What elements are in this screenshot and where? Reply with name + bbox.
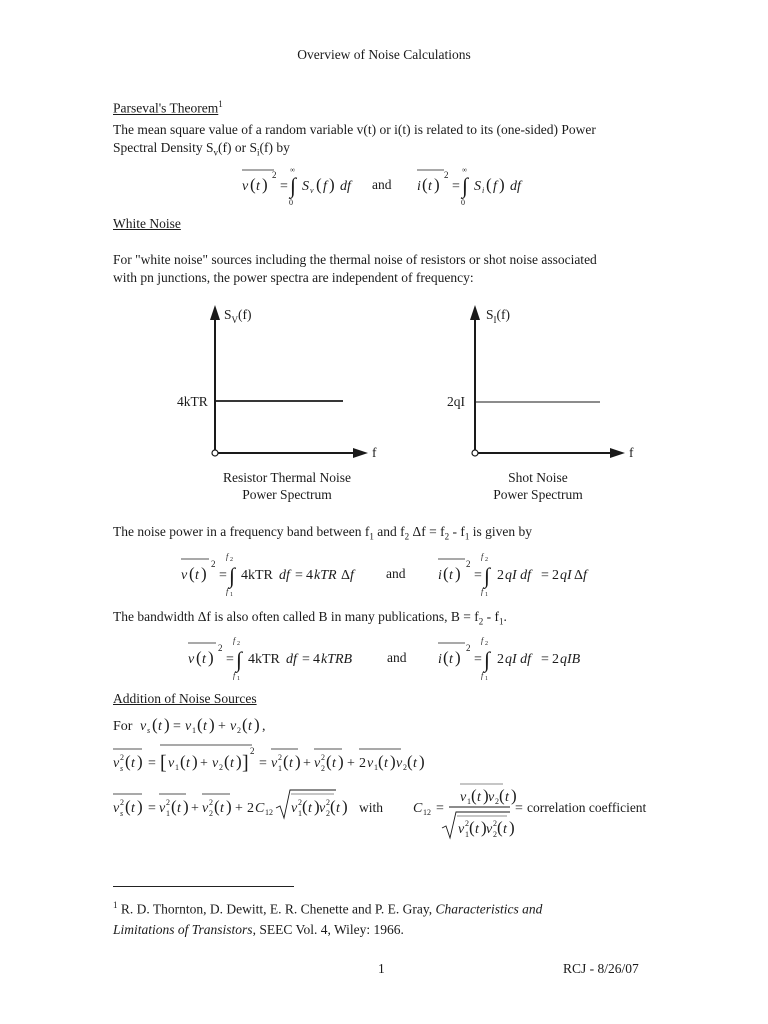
- svg-text:2: 2: [552, 652, 559, 667]
- svg-text:2: 2: [211, 559, 216, 569]
- svg-text:): ): [164, 715, 170, 734]
- svg-text:qI df: qI df: [505, 652, 532, 667]
- svg-text:2: 2: [497, 652, 504, 667]
- svg-text:t: t: [503, 822, 507, 837]
- svg-text:t: t: [336, 801, 340, 816]
- correlation-label: correlation coefficient: [527, 800, 647, 815]
- sub-i: i: [257, 147, 260, 158]
- svg-text:f: f: [226, 552, 229, 561]
- svg-text:f: f: [481, 636, 484, 645]
- svg-text:=: =: [541, 568, 549, 583]
- svg-text:2: 2: [485, 557, 488, 563]
- svg-text:2: 2: [326, 809, 330, 818]
- svg-text:t: t: [220, 801, 224, 816]
- svg-text:v: v: [488, 790, 495, 805]
- svg-text:): ): [338, 752, 344, 771]
- svg-text:2: 2: [218, 643, 223, 653]
- svg-text:1: 1: [465, 830, 469, 839]
- svg-text:v: v: [181, 568, 188, 583]
- svg-text:): ): [314, 797, 320, 816]
- svg-text:2: 2: [230, 557, 233, 563]
- svg-text:For: For: [113, 719, 133, 734]
- svg-text:+: +: [347, 756, 355, 771]
- right-origin: [472, 450, 478, 456]
- svg-text:=: =: [226, 652, 234, 667]
- svg-text:1: 1: [467, 797, 471, 806]
- svg-text:s: s: [120, 764, 124, 773]
- svg-text:=: =: [302, 652, 310, 667]
- svg-text:]: ]: [242, 752, 249, 774]
- right-xlabel: f: [629, 445, 634, 460]
- svg-text:t: t: [131, 756, 135, 771]
- svg-text:+: +: [191, 801, 199, 816]
- svg-text:t: t: [230, 756, 234, 771]
- parseval-heading: [113, 95, 223, 118]
- svg-text:=: =: [259, 756, 267, 771]
- svg-text:(: (: [283, 752, 289, 771]
- svg-text:0: 0: [461, 198, 465, 207]
- svg-text:v: v: [159, 801, 166, 816]
- left-ylabel: $S_V(f)$: [224, 307, 252, 325]
- svg-text:v: v: [113, 801, 120, 816]
- svg-text:): ): [295, 752, 301, 771]
- svg-text:f: f: [233, 671, 236, 680]
- svg-text:∞: ∞: [462, 166, 467, 174]
- svg-text:2: 2: [552, 568, 559, 583]
- svg-text:2: 2: [495, 797, 499, 806]
- left-y-arrow: [210, 305, 220, 320]
- svg-text:(: (: [196, 648, 202, 667]
- svg-text:1: 1: [166, 809, 170, 818]
- svg-text:(: (: [214, 797, 220, 816]
- svg-text:C: C: [255, 801, 265, 816]
- svg-text:df: df: [286, 652, 297, 667]
- svg-text:v: v: [140, 719, 147, 734]
- svg-text:): ): [509, 818, 515, 837]
- svg-text:v: v: [396, 756, 403, 771]
- svg-text:∫: ∫: [290, 173, 297, 198]
- svg-text:(: (: [125, 752, 131, 771]
- svg-text:+: +: [235, 801, 243, 816]
- svg-text:+: +: [200, 756, 208, 771]
- svg-text:(: (: [224, 752, 230, 771]
- svg-text:t: t: [413, 756, 417, 771]
- footnote-title-part1: Characteristics and: [435, 901, 543, 917]
- svg-text:2: 2: [493, 819, 497, 828]
- svg-text:2: 2: [497, 568, 504, 583]
- svg-text:): ): [329, 175, 335, 194]
- svg-text:qI df: qI df: [505, 568, 532, 583]
- svg-text:qIB: qIB: [560, 652, 581, 667]
- svg-text:t: t: [186, 756, 190, 771]
- band-and-1: and: [386, 566, 406, 581]
- svg-text:=: =: [452, 179, 460, 194]
- with-label: with: [359, 800, 384, 815]
- parseval-line2: [113, 139, 290, 162]
- svg-text:): ): [137, 797, 143, 816]
- svg-text:): ): [342, 797, 348, 816]
- svg-text:(: (: [242, 715, 248, 734]
- svg-text:(: (: [443, 648, 449, 667]
- svg-text:∫: ∫: [229, 563, 236, 588]
- svg-text:12: 12: [265, 808, 273, 817]
- svg-text:+: +: [303, 756, 311, 771]
- svg-text:qI: qI: [560, 568, 572, 583]
- svg-text:): ): [499, 175, 505, 194]
- svg-text:v: v: [291, 801, 298, 816]
- parseval-heading-text: Parseval's Theorem: [113, 100, 219, 116]
- svg-text:f: f: [350, 568, 354, 583]
- svg-text:2: 2: [209, 798, 213, 807]
- svg-text:v: v: [185, 719, 192, 734]
- svg-text:): ): [183, 797, 189, 816]
- svg-text:2: 2: [250, 746, 255, 756]
- svg-text:t: t: [449, 652, 453, 667]
- svg-text:v: v: [113, 756, 120, 771]
- svg-text:1: 1: [237, 676, 240, 682]
- footnote-authors: R. D. Thornton, D. Dewitt, E. R. Chenette and P. E. Gray,: [117, 901, 436, 917]
- svg-text:2: 2: [278, 753, 282, 762]
- svg-text:kTR: kTR: [314, 568, 337, 583]
- svg-text:(: (: [486, 175, 492, 194]
- svg-text:i: i: [482, 186, 485, 195]
- parseval-line2-a: Spectral Density S: [113, 140, 214, 155]
- svg-text:=: =: [280, 179, 288, 194]
- svg-text:(: (: [326, 752, 332, 771]
- svg-text:(: (: [250, 175, 256, 194]
- svg-text:t: t: [308, 801, 312, 816]
- svg-text:2: 2: [219, 763, 223, 772]
- svg-text:∫: ∫: [484, 647, 491, 672]
- svg-text:0: 0: [289, 198, 293, 207]
- left-level-label: 4kTR: [177, 394, 208, 409]
- svg-text:): ): [201, 564, 207, 583]
- white-noise-line1: For "white noise" sources including the thermal noise of resistors or shot noise associated: [113, 252, 597, 267]
- svg-text:df: df: [340, 179, 351, 194]
- footnote-rest: , SEEC Vol. 4, Wiley: 1966.: [252, 921, 404, 937]
- right-y-arrow: [470, 305, 480, 320]
- svg-text:t: t: [177, 801, 181, 816]
- band-equations-2: [182, 632, 602, 684]
- band-equations-1: [175, 548, 595, 600]
- svg-text:v: v: [486, 822, 493, 837]
- parseval-line2-c: (f) by: [259, 140, 290, 155]
- svg-text:2: 2: [321, 753, 325, 762]
- svg-text:=: =: [515, 801, 523, 816]
- svg-text:t: t: [428, 179, 432, 194]
- svg-text:v: v: [319, 801, 326, 816]
- footnote-title-part2: Limitations of Transistors: [113, 921, 253, 937]
- left-x-arrow: [353, 448, 368, 458]
- right-caption-1: Shot Noise: [508, 470, 568, 485]
- svg-text:4: 4: [313, 652, 320, 667]
- svg-text:s: s: [120, 809, 124, 818]
- svg-text:∫: ∫: [236, 647, 243, 672]
- svg-text:t: t: [475, 822, 479, 837]
- svg-text:2: 2: [403, 763, 407, 772]
- svg-text:2: 2: [444, 170, 449, 180]
- svg-text:t: t: [203, 719, 207, 734]
- svg-text:t: t: [131, 801, 135, 816]
- svg-text:=: =: [474, 568, 482, 583]
- svg-text:(: (: [378, 752, 384, 771]
- svg-text:(: (: [443, 564, 449, 583]
- footnote-rule: [113, 886, 294, 887]
- svg-text:f: f: [481, 671, 484, 680]
- eq-and-1: and: [372, 177, 392, 192]
- svg-text:t: t: [195, 568, 199, 583]
- svg-text:t: t: [158, 719, 162, 734]
- svg-text:(: (: [171, 797, 177, 816]
- parseval-line1: The mean square value of a random variable v(t) or i(t) is related to its (one-sided) Power: [113, 122, 596, 137]
- svg-text:2: 2: [326, 798, 330, 807]
- page-title: Overview of Noise Calculations: [297, 47, 471, 62]
- svg-text:(: (: [152, 715, 158, 734]
- svg-text:2: 2: [209, 809, 213, 818]
- svg-text:v: v: [458, 822, 465, 837]
- footnote-ref: 1: [218, 99, 223, 109]
- right-ylabel: $S_I(f)$: [486, 307, 511, 325]
- svg-text:∫: ∫: [462, 173, 469, 198]
- svg-text:t: t: [248, 719, 252, 734]
- svg-text:[: [: [160, 752, 167, 774]
- svg-text:v: v: [314, 756, 321, 771]
- svg-text:i: i: [417, 179, 421, 194]
- bandwidth-text: The bandwidth Δf is also often called B in many publications, $B = f_2 - f_1$.: [113, 609, 507, 627]
- svg-text:v: v: [271, 756, 278, 771]
- svg-text:): ): [137, 752, 143, 771]
- svg-text:v: v: [212, 756, 219, 771]
- svg-text:=: =: [219, 568, 227, 583]
- resistor-noise-graph: [160, 300, 400, 505]
- svg-text:,: ,: [262, 719, 266, 734]
- svg-text:4kTR: 4kTR: [248, 652, 280, 667]
- page-number: 1: [378, 961, 385, 976]
- svg-text:): ): [434, 175, 440, 194]
- svg-text:): ): [208, 648, 214, 667]
- svg-text:(: (: [422, 175, 428, 194]
- svg-text:1: 1: [230, 592, 233, 598]
- svg-text:2: 2: [493, 830, 497, 839]
- left-caption-1: Resistor Thermal Noise: [223, 470, 351, 485]
- svg-text:): ): [262, 175, 268, 194]
- svg-text:∫: ∫: [484, 563, 491, 588]
- right-caption-2: Power Spectrum: [493, 487, 583, 502]
- svg-text:C: C: [413, 801, 423, 816]
- svg-text:4: 4: [306, 568, 313, 583]
- footnote-number: 1: [113, 900, 118, 910]
- svg-text:t: t: [477, 790, 481, 805]
- svg-text:=: =: [474, 652, 482, 667]
- svg-text:+: +: [218, 719, 226, 734]
- svg-text:(: (: [330, 797, 336, 816]
- svg-text:(: (: [189, 564, 195, 583]
- svg-text:(: (: [497, 818, 503, 837]
- svg-text:f: f: [481, 552, 484, 561]
- svg-text:(: (: [197, 715, 203, 734]
- svg-text:i: i: [438, 568, 442, 583]
- sub-v: v: [213, 147, 218, 158]
- svg-text:): ): [390, 752, 396, 771]
- svg-text:(: (: [471, 786, 477, 805]
- svg-text:): ): [236, 752, 242, 771]
- svg-text:2: 2: [359, 756, 366, 771]
- svg-text:v: v: [310, 186, 314, 195]
- svg-text:v: v: [367, 756, 374, 771]
- svg-text:(: (: [499, 786, 505, 805]
- svg-text:(: (: [302, 797, 308, 816]
- svg-text:2: 2: [485, 641, 488, 647]
- svg-text:4kTR: 4kTR: [241, 568, 273, 583]
- band-and-2: and: [387, 650, 407, 665]
- svg-text:f: f: [323, 179, 327, 194]
- parseval-line2-b: (f) or S: [218, 140, 257, 155]
- svg-text:f: f: [493, 179, 497, 194]
- author-date: RCJ - 8/26/07: [563, 961, 639, 976]
- svg-text:(: (: [407, 752, 413, 771]
- svg-text:=: =: [173, 719, 181, 734]
- left-origin: [212, 450, 218, 456]
- svg-text:2: 2: [321, 764, 325, 773]
- svg-text:t: t: [332, 756, 336, 771]
- svg-text:(: (: [316, 175, 322, 194]
- svg-text:f: f: [481, 587, 484, 596]
- svg-text:S: S: [302, 179, 309, 194]
- svg-text:2: 2: [272, 170, 277, 180]
- parseval-equations: [230, 160, 550, 210]
- svg-text:t: t: [256, 179, 260, 194]
- svg-text:i: i: [438, 652, 442, 667]
- svg-text:f: f: [233, 636, 236, 645]
- addition-heading: Addition of Noise Sources: [113, 691, 257, 706]
- svg-text:=: =: [295, 568, 303, 583]
- svg-text:v: v: [460, 790, 467, 805]
- svg-text:t: t: [202, 652, 206, 667]
- svg-text:): ): [254, 715, 260, 734]
- svg-text:Δ: Δ: [341, 568, 351, 583]
- svg-text:): ): [209, 715, 215, 734]
- svg-text:s: s: [147, 726, 151, 735]
- svg-text:2: 2: [465, 819, 469, 828]
- svg-text:): ): [226, 797, 232, 816]
- svg-text:1: 1: [374, 763, 378, 772]
- svg-text:v: v: [188, 652, 195, 667]
- svg-text:t: t: [505, 790, 509, 805]
- svg-text:kTRB: kTRB: [321, 652, 353, 667]
- svg-text:12: 12: [423, 808, 431, 817]
- svg-text:=: =: [148, 801, 156, 816]
- svg-text:f: f: [226, 587, 229, 596]
- svg-text:): ): [481, 818, 487, 837]
- svg-text:): ): [419, 752, 425, 771]
- svg-text:2: 2: [120, 798, 124, 807]
- right-level-label: 2qI: [447, 394, 465, 409]
- svg-text:Δ: Δ: [574, 568, 584, 583]
- svg-text:): ): [511, 786, 517, 805]
- svg-text:): ): [455, 564, 461, 583]
- svg-text:t: t: [449, 568, 453, 583]
- svg-text:2: 2: [120, 753, 124, 762]
- svg-text:v: v: [168, 756, 175, 771]
- svg-text:): ): [483, 786, 489, 805]
- svg-text:(: (: [125, 797, 131, 816]
- svg-text:v: v: [202, 801, 209, 816]
- svg-text:2: 2: [298, 798, 302, 807]
- svg-text:v: v: [242, 179, 249, 194]
- svg-text:(: (: [469, 818, 475, 837]
- svg-text:2: 2: [166, 798, 170, 807]
- left-caption-2: Power Spectrum: [242, 487, 332, 502]
- white-noise-heading: White Noise: [113, 216, 181, 231]
- svg-text:=: =: [148, 756, 156, 771]
- white-noise-line2: with pn junctions, the power spectra are independent of frequency:: [113, 270, 474, 285]
- svg-text:df: df: [510, 179, 521, 194]
- svg-text:1: 1: [278, 764, 282, 773]
- svg-text:=: =: [436, 801, 444, 816]
- svg-text:∞: ∞: [290, 166, 295, 174]
- svg-text:1: 1: [485, 592, 488, 598]
- svg-text:1: 1: [485, 676, 488, 682]
- svg-text:=: =: [541, 652, 549, 667]
- svg-text:S: S: [474, 179, 481, 194]
- band-intro: The noise power in a frequency band between $f_1$ and $f_2$ $\Delta f = f_2 - f_1$ is given by: [113, 524, 532, 542]
- svg-text:v: v: [230, 719, 237, 734]
- right-x-arrow: [610, 448, 625, 458]
- addition-equations: [108, 708, 668, 848]
- svg-text:t: t: [289, 756, 293, 771]
- svg-text:t: t: [384, 756, 388, 771]
- footnote: [113, 895, 653, 940]
- svg-text:2: 2: [466, 643, 471, 653]
- svg-text:2: 2: [237, 726, 241, 735]
- svg-text:f: f: [583, 568, 587, 583]
- left-xlabel: f: [372, 445, 377, 460]
- svg-text:1: 1: [298, 809, 302, 818]
- svg-text:df: df: [279, 568, 290, 583]
- svg-text:2: 2: [466, 559, 471, 569]
- shot-noise-graph: [420, 300, 660, 505]
- svg-text:1: 1: [192, 726, 196, 735]
- svg-text:2: 2: [237, 641, 240, 647]
- svg-text:): ): [192, 752, 198, 771]
- svg-text:(: (: [180, 752, 186, 771]
- svg-text:2: 2: [247, 801, 254, 816]
- svg-text:1: 1: [175, 763, 179, 772]
- svg-text:): ): [455, 648, 461, 667]
